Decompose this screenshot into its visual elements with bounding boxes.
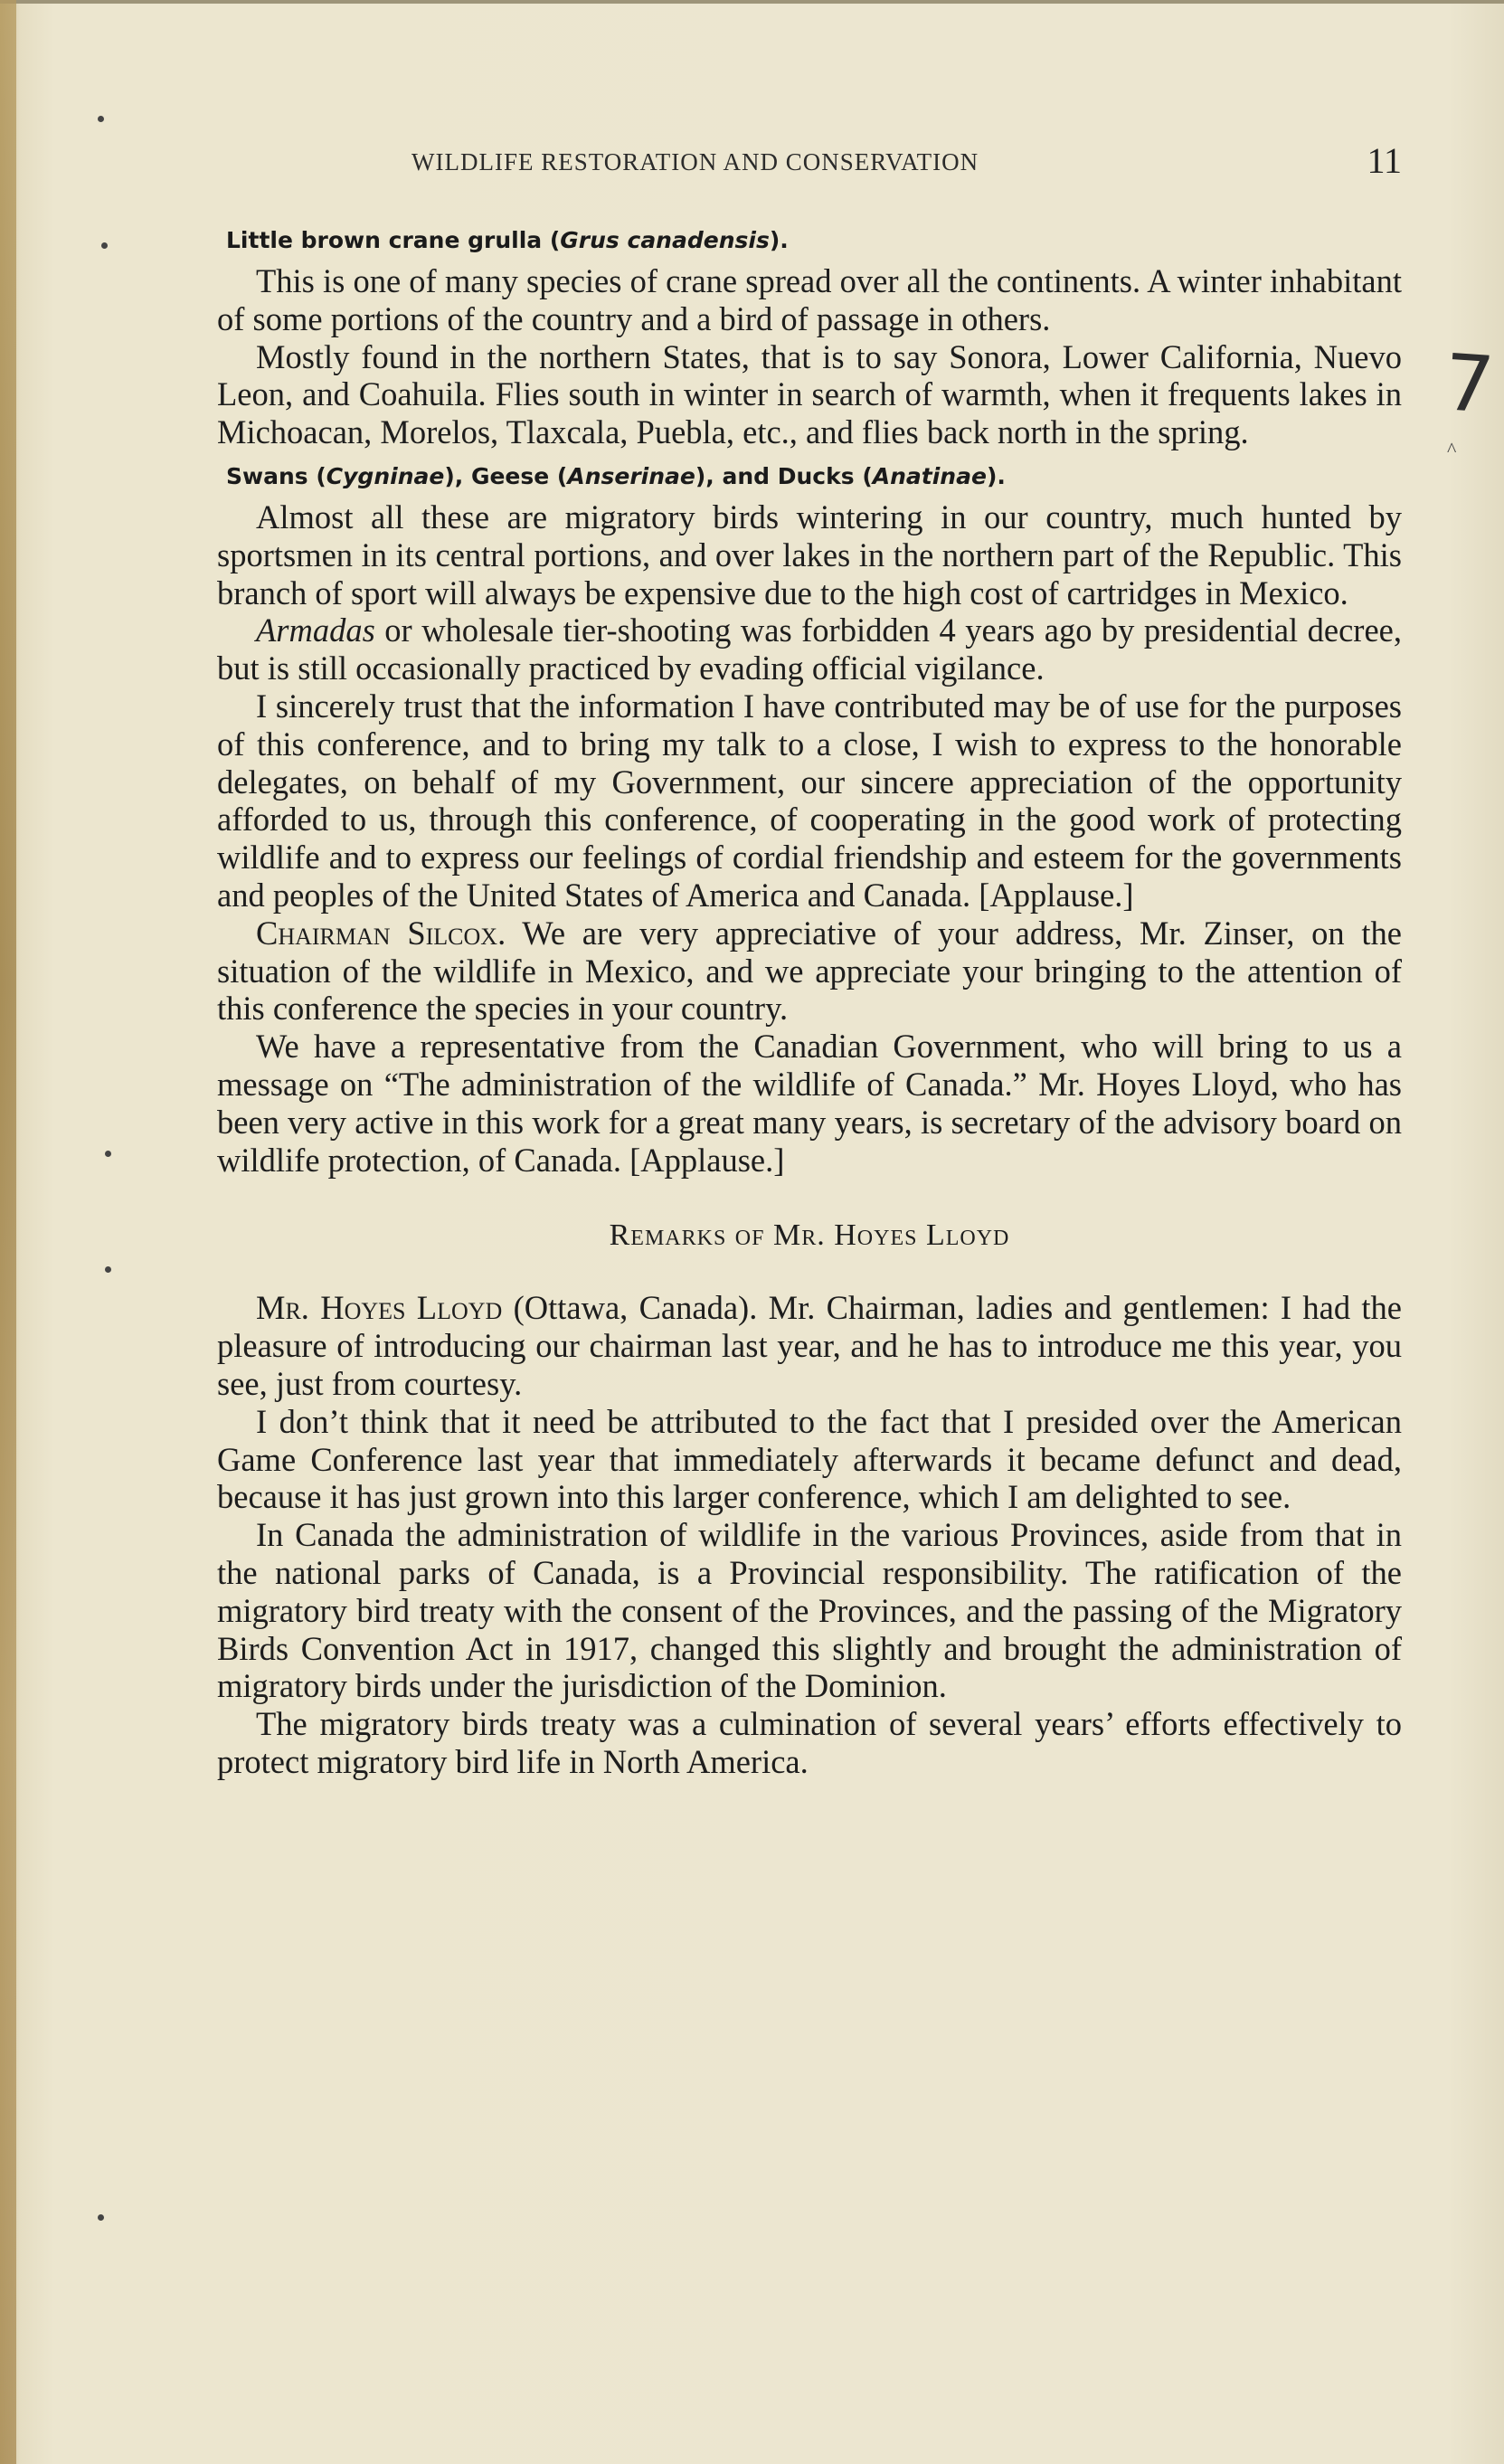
paragraph: I sincerely trust that the information I have contributed may be of use for the purposes of this conference, and to bring my talk to a close, I wish to express to the honorable delegates, on behalf of my Government, our sincere appreciation of the opportunity afforded to us, through this conference, of cooperating in the good work of protecting wildlife and to express our feelings of cordial friendship and esteem for the governments and peoples of the United States of America and Canada. [Applause.] <box>217 687 1402 914</box>
latin-name: Anserinae <box>567 462 695 489</box>
paragraph: In Canada the administration of wildlife in the various Provinces, aside from that in the national parks of Canada, is a Provincial responsibility. The ratification of the migratory bird treaty with the consent of the Provinces, and the passing of the Migratory Birds Convention Act in 1917, changed this slightly and brought the administration of migratory birds under the jurisdiction of the Dominion. <box>217 1516 1402 1705</box>
subheading-text: ). <box>769 227 789 253</box>
handwritten-page-mark: 7 <box>1441 337 1498 431</box>
latin-name: Cygninae <box>326 462 445 489</box>
paragraph: We have a representative from the Canadian Government, who will bring to us a message on “The administration of the wildlife of Canada.” Mr. Hoyes Lloyd, who has been very active in this work for a great many years, is secretary of the advisory board on wildlife protection, of Canada. [Applause.] <box>217 1028 1402 1179</box>
italic-term: Armadas <box>256 611 375 649</box>
paragraph-text: (Ottawa, Canada). Mr. Chairman, ladies and gentlemen: I had the pleasure of introducing our chairman last year, and he has to introduce me this year, you see, just from courtesy. <box>217 1289 1402 1402</box>
paragraph <box>217 915 1402 1028</box>
latin-name: Anatinae <box>872 462 987 489</box>
paragraph: This is one of many species of crane spread over all the continents. A winter inhabitant of some portions of the country and a bird of passage in others. <box>217 262 1403 337</box>
paragraph <box>217 1289 1402 1402</box>
margin-speck <box>101 242 108 249</box>
speaker-name: Chairman Silcox. <box>256 914 506 952</box>
margin-speck <box>98 2214 104 2221</box>
paragraph <box>217 611 1402 687</box>
body-text <box>217 221 1402 1781</box>
waterfowl-subheading <box>226 460 1402 493</box>
margin-tick: ^ <box>1447 438 1457 460</box>
latin-name: Grus canadensis <box>560 227 770 253</box>
page-number: 11 <box>1367 140 1402 181</box>
page-top-edge <box>0 0 1504 4</box>
subheading-text: Swans ( <box>226 462 326 489</box>
margin-speck <box>105 1151 111 1157</box>
margin-speck <box>98 116 104 122</box>
binding-edge <box>0 0 16 2464</box>
subheading-text: ). <box>986 462 1006 489</box>
subheading-text: ), Geese ( <box>444 462 568 489</box>
running-head: WILDLIFE RESTORATION AND CONSERVATION <box>411 148 979 175</box>
paragraph-text: or wholesale tier-shooting was forbidden 4 years ago by presidential decree, but is still occasionally practiced by evading official vigilance. <box>217 611 1402 687</box>
subheading-text: Little brown crane grulla ( <box>226 227 561 253</box>
subheading-text: ), and Ducks ( <box>695 462 873 489</box>
section-title: Remarks of Mr. Hoyes Lloyd <box>609 1218 1010 1253</box>
crane-subheading <box>226 224 1402 257</box>
paragraph: The migratory birds treaty was a culmination of several years’ efforts effectively to protect migratory bird life in North America. <box>217 1705 1402 1780</box>
paragraph: Almost all these are migratory birds wintering in our country, much hunted by sportsmen in its central portions, and over lakes in the northern part of the Republic. This branch of sport will always be expensive due to the high cost of cartridges in Mexico. <box>217 498 1402 611</box>
paragraph: Mostly found in the northern States, that is to say Sonora, Lower California, Nuevo Leon, and Coahuila. Flies south in winter in search of warmth, when it frequents lakes in Michoacan, Morelos, Tlaxcala, Puebla, etc., and flies back north in the spring. <box>217 337 1402 451</box>
margin-speck <box>105 1266 111 1273</box>
speaker-name: Mr. Hoyes Lloyd <box>256 1289 503 1327</box>
paragraph: I don’t think that it need be attributed to the fact that I presided over the American Game Conference last year that immediately afterwards it became defunct and dead, because it has just grown into this larger conference, which I am delighted to see. <box>217 1402 1402 1516</box>
paragraph-text: We are very appreciative of your address, Mr. Zinser, on the situation of the wildlife in Mexico, and we appreciate your bringing to the attention of this conference the species in your country. <box>217 914 1402 1028</box>
page-header <box>217 140 1402 190</box>
